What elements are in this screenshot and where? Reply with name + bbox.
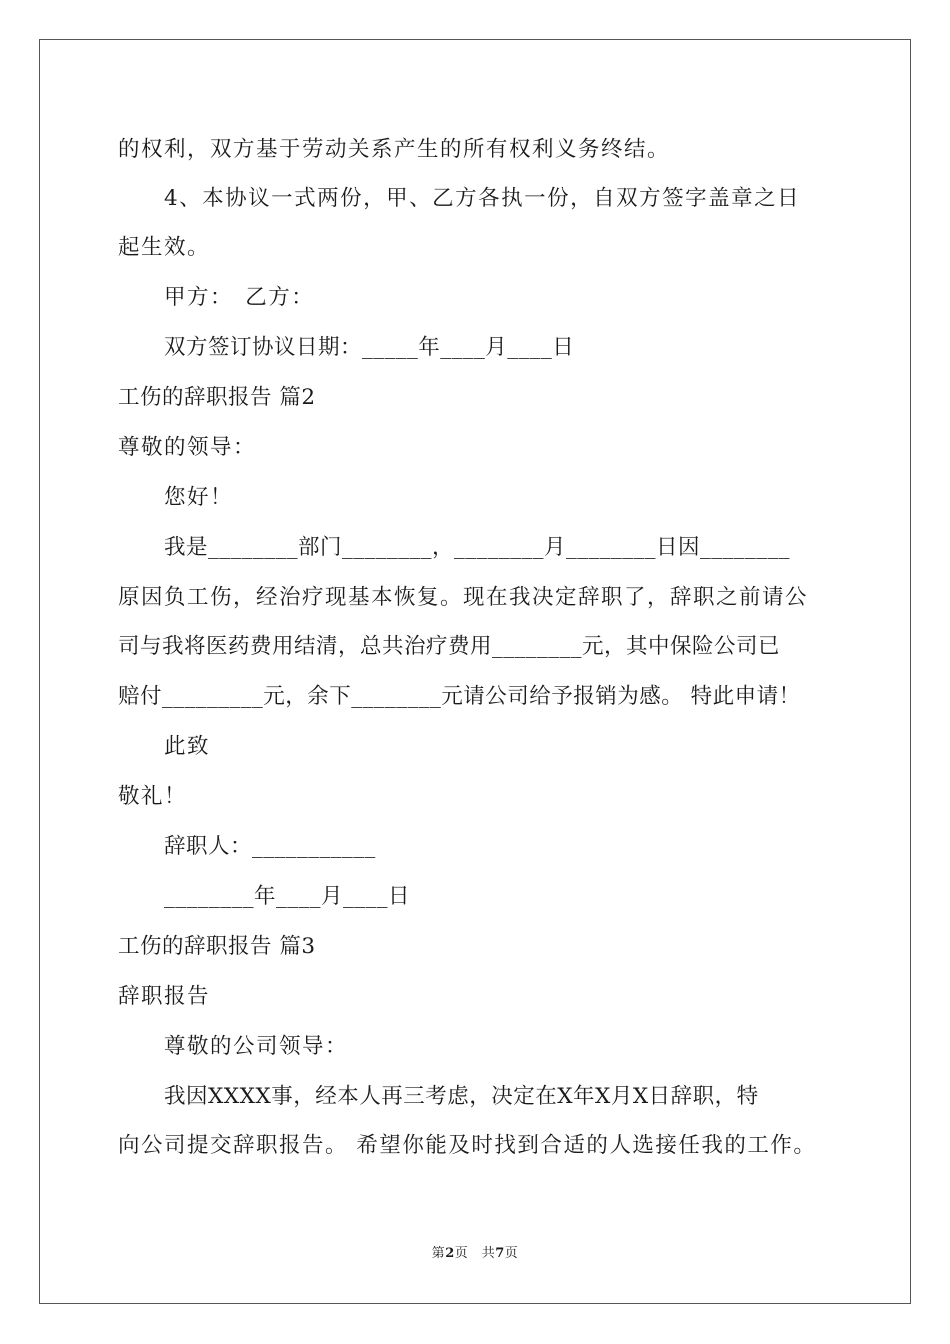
page-border (39, 39, 911, 1304)
text-line: 双方签订协议日期：_____年____月____日 (164, 335, 575, 360)
text-line: 4、本协议一式两份，甲、乙方各执一份，自双方签字盖章之日 (164, 186, 801, 211)
salutation: 尊敬的领导： (118, 435, 257, 460)
document-title: 辞职报告 (118, 984, 211, 1009)
closing: 此致 (164, 734, 211, 759)
closing-regards: 敬礼！ (118, 784, 188, 809)
current-page-number: 2 (445, 1246, 455, 1261)
signature-line: 辞职人：___________ (164, 834, 376, 859)
text-line: 向公司提交辞职报告。 希望你能及时找到合适的人选接任我的工作。 (118, 1133, 817, 1158)
footer-prefix: 第 (431, 1246, 446, 1261)
salutation: 尊敬的公司领导： (164, 1034, 349, 1059)
text-line: 我因XXXX事，经本人再三考虑，决定在X年X月X日辞职，特 (164, 1084, 759, 1109)
section-heading: 工伤的辞职报告 篇3 (118, 934, 316, 959)
text-line: 起生效。 (118, 235, 211, 260)
text-line: 赔付_________元，余下________元请公司给予报销为感。 特此申请！ (118, 684, 801, 709)
total-pages-number: 7 (495, 1246, 505, 1261)
footer-mid: 页 共 (454, 1246, 496, 1261)
text-line: 我是________部门________，________月________日因________ (164, 535, 791, 560)
text-line: 原因负工伤，经治疗现基本恢复。现在我决定辞职了，辞职之前请公 (118, 585, 809, 610)
text-line: 的权利，双方基于劳动关系产生的所有权利义务终结。 (118, 137, 671, 162)
text-line: 司与我将医药费用结清，总共治疗费用________元，其中保险公司已 (118, 634, 781, 659)
text-line: 甲方： 乙方： (164, 285, 315, 310)
date-line: ________年____月____日 (164, 884, 411, 909)
footer-suffix: 页 (504, 1246, 519, 1261)
page-footer (0, 1244, 950, 1264)
greeting: 您好！ (164, 485, 234, 510)
section-heading: 工伤的辞职报告 篇2 (118, 385, 316, 410)
